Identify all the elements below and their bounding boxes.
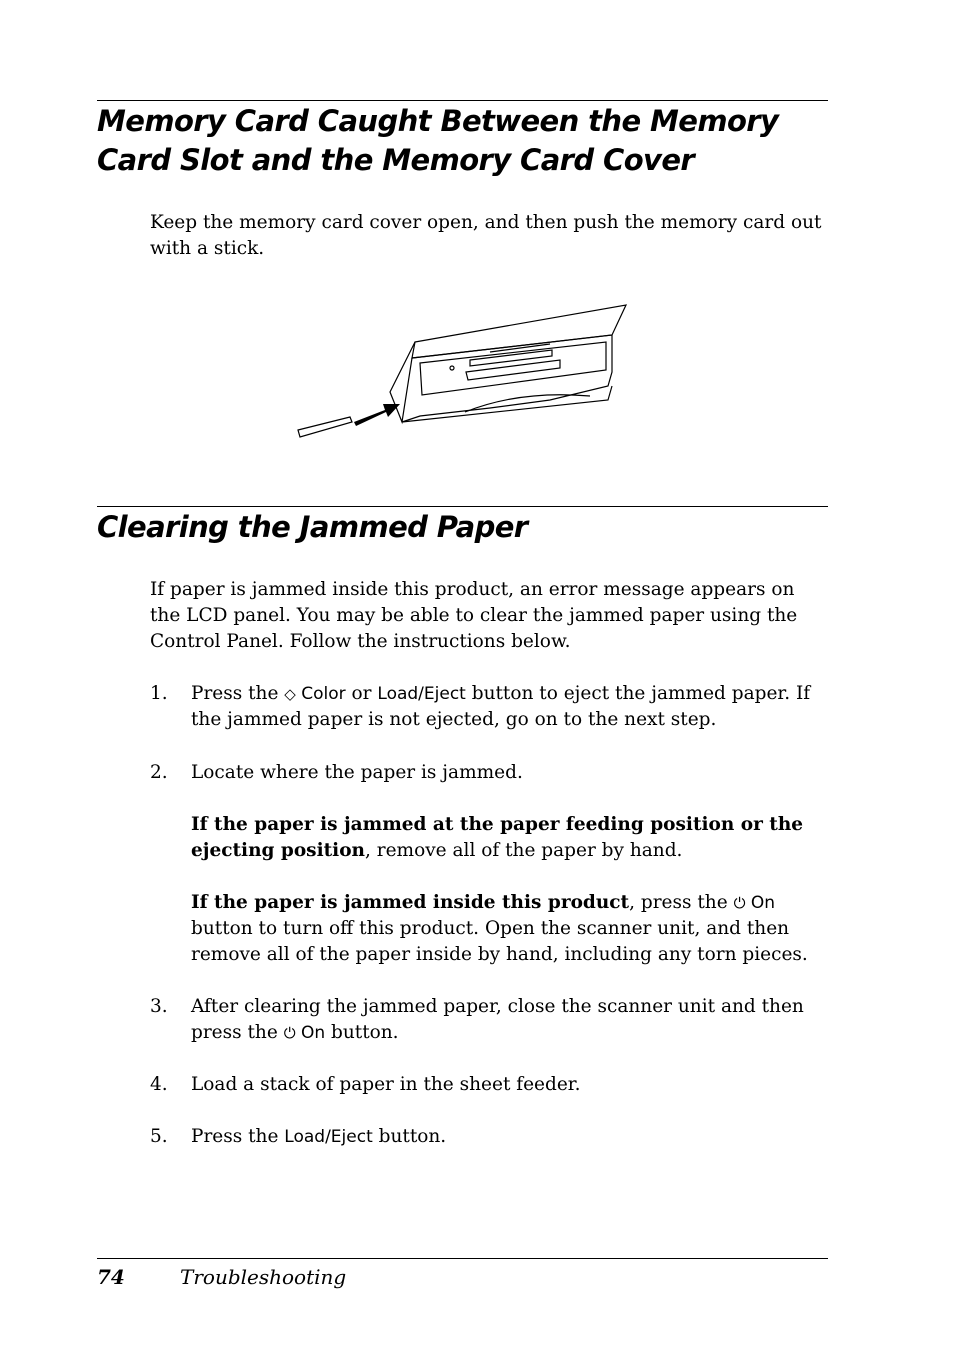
load-eject-button-label: Load/Eject	[377, 684, 466, 704]
step-1	[150, 681, 830, 733]
memory-card-slot-illustration	[290, 300, 635, 450]
heading-line-2: Card Slot and the Memory Card Cover	[97, 143, 695, 177]
heading-line-1: Memory Card Caught Between the Memory	[97, 104, 779, 138]
step-number: 3.	[150, 996, 168, 1017]
memory-card-instructions: Keep the memory card cover open, and then push the memory card out with a stick.	[150, 212, 822, 259]
jammed-paper-intro: If paper is jammed inside this product, an error message appears on the LCD panel. You may be able to clear the jammed paper using the Control Panel. Follow the instructions below.	[150, 579, 798, 652]
power-icon: ⏻	[733, 894, 746, 912]
footer-rule	[97, 1258, 828, 1259]
step-text: Press the ◇ Color or Load/Eject button to eject the jammed paper. If the jammed paper is not ejected, go on to the next step.	[191, 683, 811, 730]
section-heading-memory-card	[97, 102, 778, 180]
section-rule-top	[97, 506, 828, 507]
jam-inside-note: If the paper is jammed inside this product, press the ⏻ On button to turn off this product. Open the scanner unit, and then remove all of the paper inside by hand, including any torn pieces.	[191, 892, 808, 965]
on-button-label: On	[745, 893, 775, 913]
power-icon: ⏻	[283, 1024, 296, 1042]
step-text: Load a stack of paper in the sheet feeder.	[191, 1074, 581, 1095]
step-3	[150, 994, 830, 1046]
step-4	[150, 1072, 830, 1098]
step-number: 2.	[150, 762, 168, 783]
step-text: Locate where the paper is jammed.	[191, 762, 523, 783]
start-color-icon: ◇	[284, 685, 296, 703]
footer-section-title: Troubleshooting	[180, 1265, 347, 1289]
page-number: 74	[97, 1265, 125, 1289]
load-eject-button-label: Load/Eject	[284, 1127, 373, 1147]
step-text: Press the Load/Eject button.	[191, 1126, 447, 1147]
step-5	[150, 1124, 830, 1150]
push-arrow-icon	[354, 404, 400, 426]
step-number: 1.	[150, 683, 168, 704]
section-heading-jammed-paper: Clearing the Jammed Paper	[97, 510, 528, 544]
step-text: After clearing the jammed paper, close the scanner unit and then press the ⏻ On button.	[191, 996, 804, 1043]
step-number: 5.	[150, 1126, 168, 1147]
section-rule-top	[97, 100, 828, 101]
color-button-label: Color	[295, 684, 346, 704]
step-number: 4.	[150, 1074, 168, 1095]
step-2	[150, 760, 830, 786]
on-button-label: On	[295, 1023, 326, 1043]
jam-feed-position-note: If the paper is jammed at the paper feeding position or the ejecting position, remove all of the paper by hand.	[191, 814, 804, 861]
